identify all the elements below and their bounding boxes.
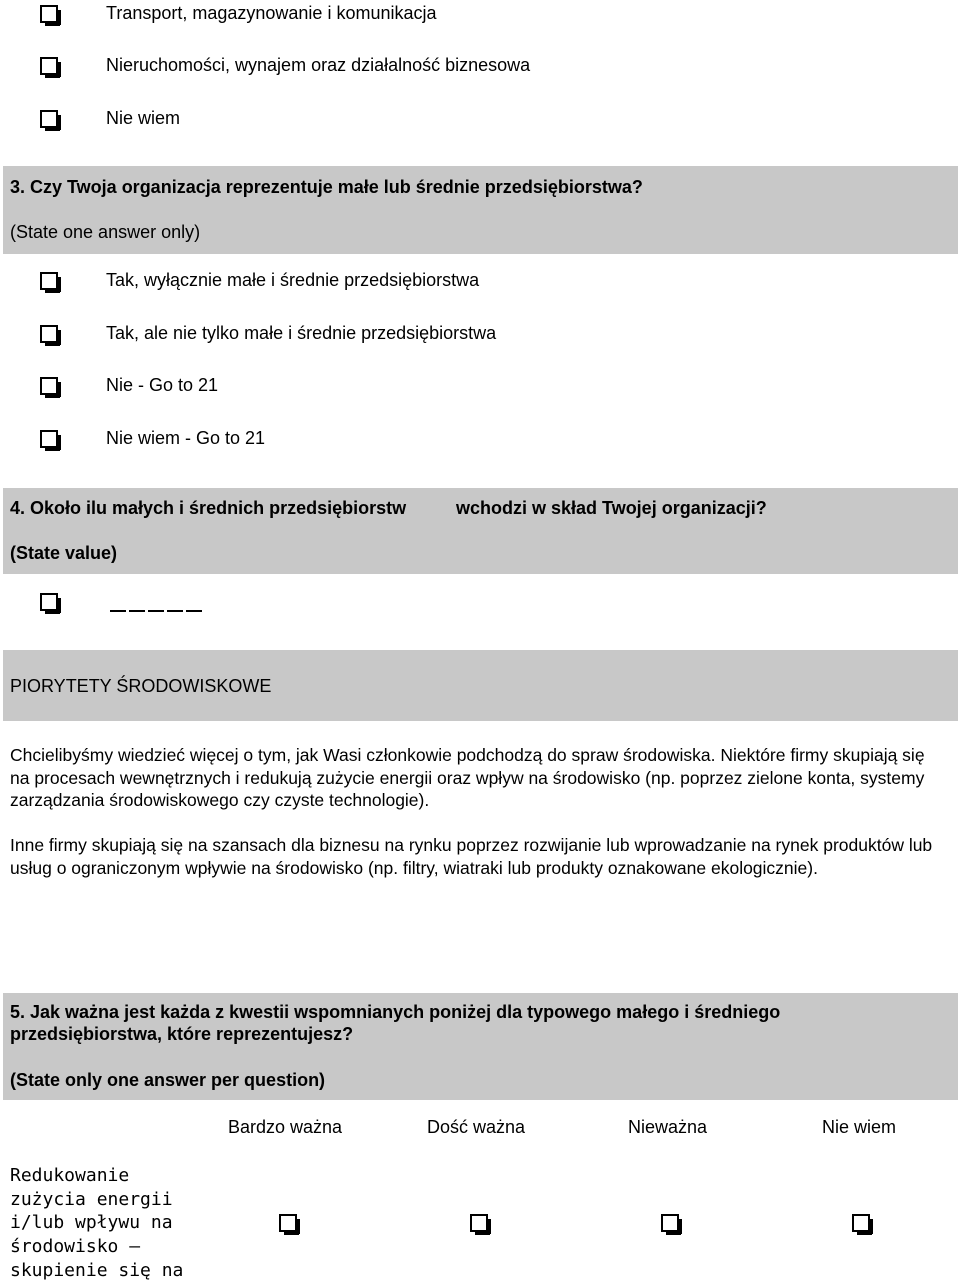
checkbox-nieruchomosci[interactable] (40, 57, 58, 75)
checkbox-q3-option-4[interactable] (40, 430, 58, 448)
section-heading: PIORYTETY ŚRODOWISKOWE (10, 676, 272, 696)
q3-option-2: Tak, ale nie tylko małe i średnie przedsiębiorstwa (106, 323, 497, 343)
checkbox-nie-wiem-top[interactable] (40, 110, 58, 128)
q5-row-label-line-2: zużycia energii (10, 1188, 173, 1210)
option-transport: Transport, magazynowanie i komunikacja (106, 3, 437, 23)
checkbox-q3-option-1[interactable] (40, 272, 58, 290)
option-nie-wiem-top: Nie wiem (106, 108, 181, 128)
column-bardzo-wazna: Bardzo ważna (228, 1117, 343, 1137)
column-niewazna: Nieważna (628, 1117, 708, 1137)
q3-title: 3. Czy Twoja organizacja reprezentuje małe lub średnie przedsiębiorstwa? (10, 177, 643, 197)
q3-option-3: Nie - Go to 21 (106, 375, 219, 395)
q4-instruction: (State value) (10, 543, 118, 563)
q5-row-label-line-3: i/lub wpływu na (10, 1212, 173, 1234)
checkbox-q3-option-2[interactable] (40, 325, 58, 343)
checkbox-q5-row1-nie-wiem[interactable] (852, 1214, 870, 1232)
checkbox-q3-option-3[interactable] (40, 377, 58, 395)
checkbox-q5-row1-dosc-wazna[interactable] (470, 1214, 488, 1232)
q5-row-label-line-5: skupienie się na (10, 1259, 184, 1281)
q4-title-part1: 4. Około ilu małych i średnich przedsiębiorstw (10, 498, 407, 518)
option-nieruchomosci: Nieruchomości, wynajem oraz działalność biznesowa (106, 55, 531, 75)
q4-value-blank[interactable] (110, 598, 205, 614)
section-paragraph-2: Inne firmy skupiają się na szansach dla biznesu na rynku poprzez rozwijanie lub wprowadzanie na rynek produktów lub usług o ograniczonym wpływie na środowisko (np. filtry, wiatraki lub produkty oznakowane ekologicznie). (10, 835, 933, 878)
q3-instruction: (State one answer only) (10, 222, 201, 242)
q4-title-part2: wchodzi w skład Twojej organizacji? (456, 498, 767, 518)
q5-title-line-1: 5. Jak ważna jest każda z kwestii wspomnianych poniżej dla typowego małego i średniego (10, 1002, 781, 1022)
q5-row-label-line-1: Redukowanie (10, 1165, 130, 1186)
q5-row-label-line-4: środowisko – (10, 1236, 141, 1258)
checkbox-q5-row1-bardzo-wazna[interactable] (279, 1214, 297, 1232)
q3-option-4: Nie wiem - Go to 21 (106, 428, 266, 448)
q5-instruction: (State only one answer per question) (10, 1070, 326, 1090)
column-dosc-wazna: Dość ważna (427, 1117, 526, 1137)
q5-title-line-2: przedsiębiorstwa, które reprezentujesz? (10, 1024, 354, 1044)
checkbox-transport[interactable] (40, 5, 58, 23)
checkbox-q5-row1-niewazna[interactable] (661, 1214, 679, 1232)
checkbox-q4-value[interactable] (40, 593, 58, 611)
q5-row-label (10, 1164, 210, 1283)
q3-option-1: Tak, wyłącznie małe i średnie przedsiębiorstwa (106, 270, 480, 290)
section-paragraph-1: Chcielibyśmy wiedzieć więcej o tym, jak Wasi członkowie podchodzą do spraw środowiska. Niektóre firmy skupiają się na procesach wewnętrznych i redukują zużycie energii oraz wpływ na środowisko (np. poprzez zielone konta, systemy zarządzania środowiskowego czy czyste technologie). (10, 745, 925, 810)
column-nie-wiem: Nie wiem (822, 1117, 897, 1137)
